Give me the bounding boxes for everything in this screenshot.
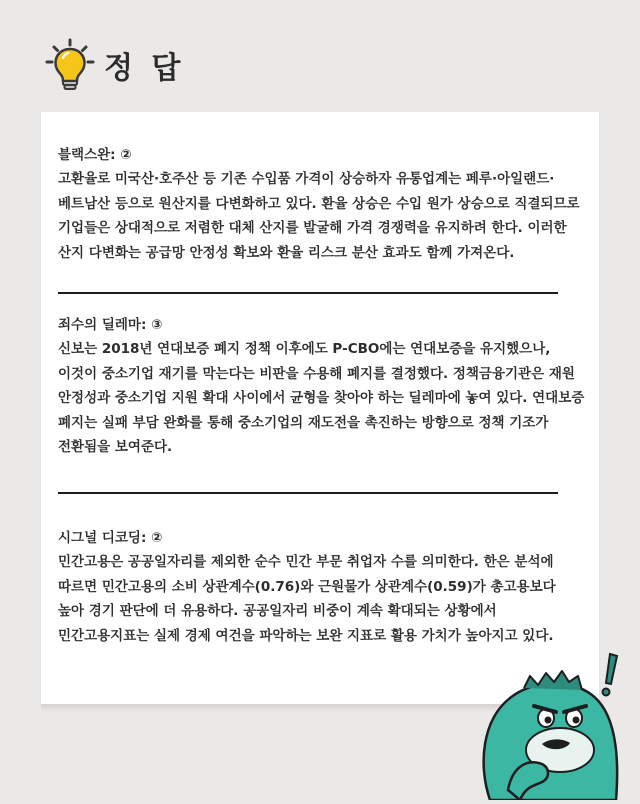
section-title: 블랙스완: ② <box>58 147 132 163</box>
section-title: 시그널 디코딩: ② <box>58 530 163 546</box>
header <box>40 38 184 92</box>
answer-card <box>41 112 599 704</box>
answer-section-prisoners-dilemma <box>58 315 586 460</box>
section-divider <box>58 492 558 494</box>
page-title: 정 답 <box>104 51 185 86</box>
lightbulb-icon <box>40 38 100 92</box>
answer-section-black-swan <box>58 145 586 265</box>
answer-section-signal-decoding <box>58 528 586 648</box>
dinosaur-mascot-icon <box>470 640 640 800</box>
section-title: 죄수의 딜레마: ③ <box>58 317 163 333</box>
section-body: 고환율로 미국산·호주산 등 기존 수입품 가격이 상승하자 유통업계는 페루·아일랜드·베트남산 등으로 원산지를 다변화하고 있다. 환율 상승은 수입 원가 상승으로 직결되므로 기업들은 상대적으로 저렴한 대체 산지를 발굴해 가격 경쟁력을 유지하려 한다. 이러한 산지 다변화는 공급망 안정성 확보와 환율 리스크 분산 효과도 함께 가져온다. <box>58 171 580 261</box>
section-divider <box>58 292 558 294</box>
section-body: 신보는 2018년 연대보증 폐지 정책 이후에도 P-CBO에는 연대보증을 유지했으나, 이것이 중소기업 재기를 막는다는 비판을 수용해 폐지를 결정했다. 정책금융기관은 재원 안정성과 중소기업 지원 확대 사이에서 균형을 찾아야 하는 딜레마에 놓여 있다. 연대보증 폐지는 실패 부담 완화를 통해 중소기업의 재도전을 촉진하는 방향으로 정책 기조가 전환됨을 보여준다. <box>58 341 585 455</box>
section-body: 민간고용은 공공일자리를 제외한 순수 민간 부문 취업자 수를 의미한다. 한은 분석에 따르면 민간고용의 소비 상관계수(0.76)와 근원물가 상관계수(0.59)가 총고용보다 높아 경기 판단에 더 유용하다. 공공일자리 비중이 계속 확대되는 상황에서 민간고용지표는 실제 경제 여건을 파악하는 보완 지표로 활용 가치가 높아지고 있다. <box>58 554 556 644</box>
